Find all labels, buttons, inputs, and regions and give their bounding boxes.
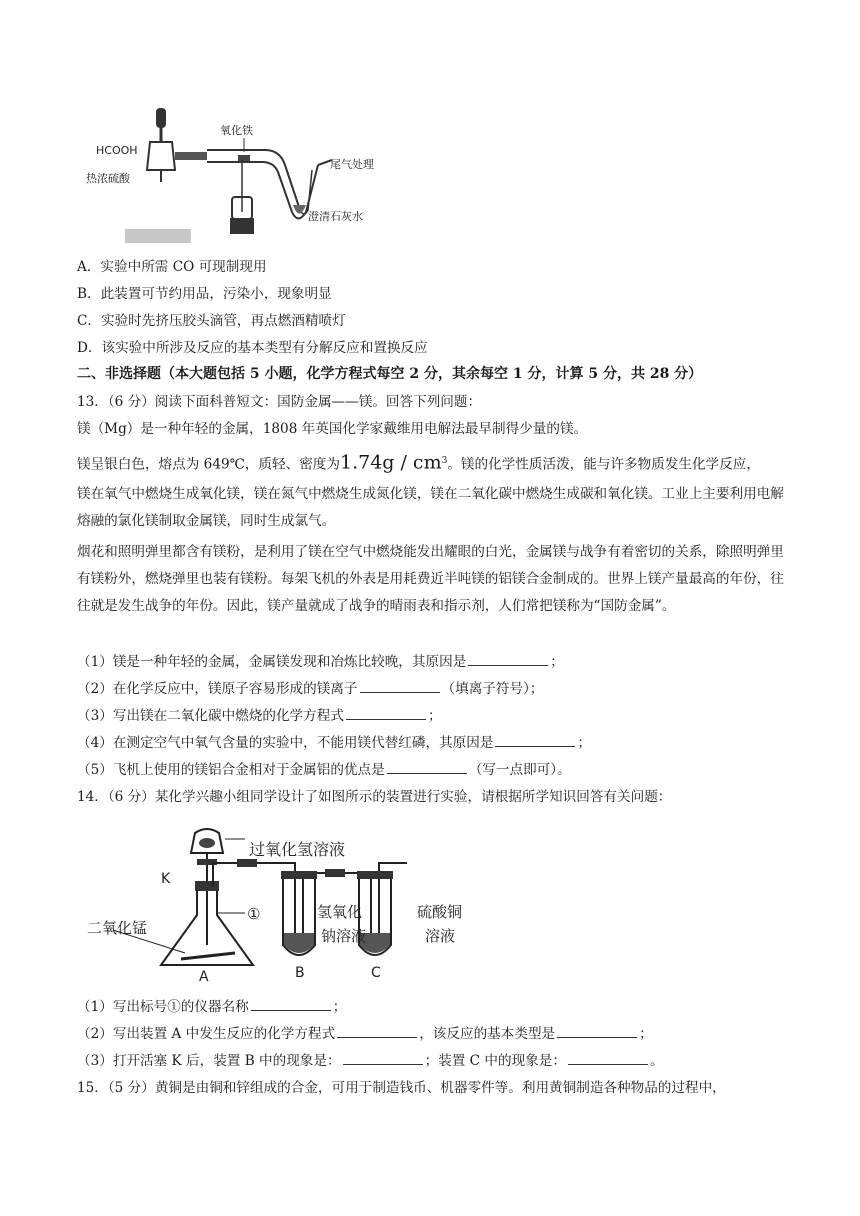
answer-blank[interactable] [337,1025,417,1038]
label-manganese-dioxide: 二氧化锰 [87,919,148,937]
q13-p2-post: 。镁的化学性质活泼，能与许多物质发生化学反应， [447,456,760,473]
label-naoh-line2: 钠溶液 [321,927,367,945]
q13-paragraph-1: 镁（Mg）是一种年轻的金属，1808 年英国化学家戴维用电解法最早制得少量的镁。 [77,421,588,437]
label-b: B [295,965,305,981]
label-tail-gas: 尾气处理 [330,158,374,171]
answer-blank[interactable] [568,1052,648,1065]
q12-option-b: B．此装置可节约用品，污染小，现象明显 [77,286,332,302]
q13-sub-2: （2）在化学反应中，镁原子容易形成的镁离子 （填离子符号）； [77,681,544,697]
label-cuso4-line2: 溶液 [425,927,456,945]
oxygen-generation-apparatus-figure [85,825,505,985]
label-limewater: 澄清石灰水 [308,210,363,223]
answer-blank[interactable] [346,707,426,720]
label-hot-sulfuric-acid: 热浓硫酸 [86,172,130,185]
q13-sub-5: （5）飞机上使用的镁铝合金相对于金属铝的优点是 （写一点即可）。 [77,762,571,778]
answer-blank[interactable] [557,1025,637,1038]
q12-option-a: A．实验中所需 CO 可现制现用 [77,259,267,275]
answer-blank[interactable] [343,1052,423,1065]
q13-sub-3: （3）写出镁在二氧化碳中燃烧的化学方程式 ； [77,708,442,724]
rubber-connector [175,152,207,160]
density-exponent: 3 [441,456,448,466]
q13-intro: 13．（6 分）阅读下面科普短文：国防金属——镁。回答下列问题： [77,394,482,410]
q12-option-c: C．实验时先挤压胶头滴管，再点燃酒精喷灯 [77,313,346,329]
answer-blank[interactable] [251,998,331,1011]
q14-intro: 14．（6 分）某化学兴趣小组同学设计了如图所示的装置进行实验，请根据所学知识回答有关问题： [77,789,672,805]
label-hcooh: HCOOH [96,144,138,157]
iron-oxide-sample [238,155,250,161]
q13-paragraph-2-first-line [77,452,760,474]
blurred-caption [125,229,191,243]
q13-paragraph-2-continued: 镁在氧气中燃烧生成氧化镁，镁在氮气中燃烧生成氮化镁，镁在二氧化碳中燃烧生成碳和氧化镁。工业上主要利用电解熔融的氯化镁制取金属镁，同时生成氯气。 [77,486,784,529]
q14-sub-3: （3）打开活塞 K 后，装置 B 中的现象是： ；装置 C 中的现象是： 。 [77,1053,664,1069]
co-reduction-apparatus-figure [80,100,410,245]
answer-blank[interactable] [468,653,548,666]
q13-sub-4: （4）在测定空气中氧气含量的实验中，不能用镁代替红磷，其原因是 ； [77,735,592,751]
answer-blank[interactable] [360,680,440,693]
q13-p2-pre: 镁呈银白色，熔点为 649℃，质轻、密度为 [77,456,340,473]
q15-intro: 15．（5 分）黄铜是由铜和锌组成的合金，可用于制造钱币、机器零件等。利用黄铜制造各种物品的过程中， [77,1080,726,1096]
label-iron-oxide: 氧化铁 [220,124,253,137]
label-hydrogen-peroxide: 过氧化氢溶液 [249,840,346,859]
answer-blank[interactable] [495,734,575,747]
dropper-bulb [156,108,166,128]
limewater-fill [293,205,306,214]
label-cuso4-line1: 硫酸铜 [417,903,463,921]
label-instrument-mark: ① [247,905,261,923]
q13-sub-1: （1）镁是一种年轻的金属，金属镁发现和冶炼比较晚，其原因是 ； [77,654,564,670]
label-a: A [199,969,209,985]
q12-option-d: D．该实验中所涉及反应的基本类型有分解反应和置换反应 [77,340,428,356]
section2-heading: 二、非选择题（本大题包括 5 小题，化学方程式每空 2 分，其余每空 1 分，计算 5 分，共 28 分） [77,366,703,382]
q14-sub-1: （1）写出标号①的仪器名称 ； [77,999,347,1015]
label-k: K [161,871,171,887]
label-naoh-line1: 氢氧化 [317,903,363,921]
label-c: C [371,965,381,981]
q14-sub-2: （2）写出装置 A 中发生反应的化学方程式 ，该反应的基本类型是 ； [77,1026,653,1042]
answer-blank[interactable] [387,761,467,774]
q13-paragraph-3: 烟花和照明弹里都含有镁粉，是利用了镁在空气中燃烧能发出耀眼的白光，金属镁与战争有着密切的关系，除照明弹里有镁粉外，燃烧弹里也装有镁粉。每架飞机的外表是用耗费近半吨镁的铝镁合金制成的。世界上镁产量最高的年份，往往就是发生战争的年份。因此，镁产量就成了战争的晴雨表和指示剂，人们常把镁称为“国防金属”。 [77,544,784,614]
density-formula: 1.74g / cm [339,451,442,474]
